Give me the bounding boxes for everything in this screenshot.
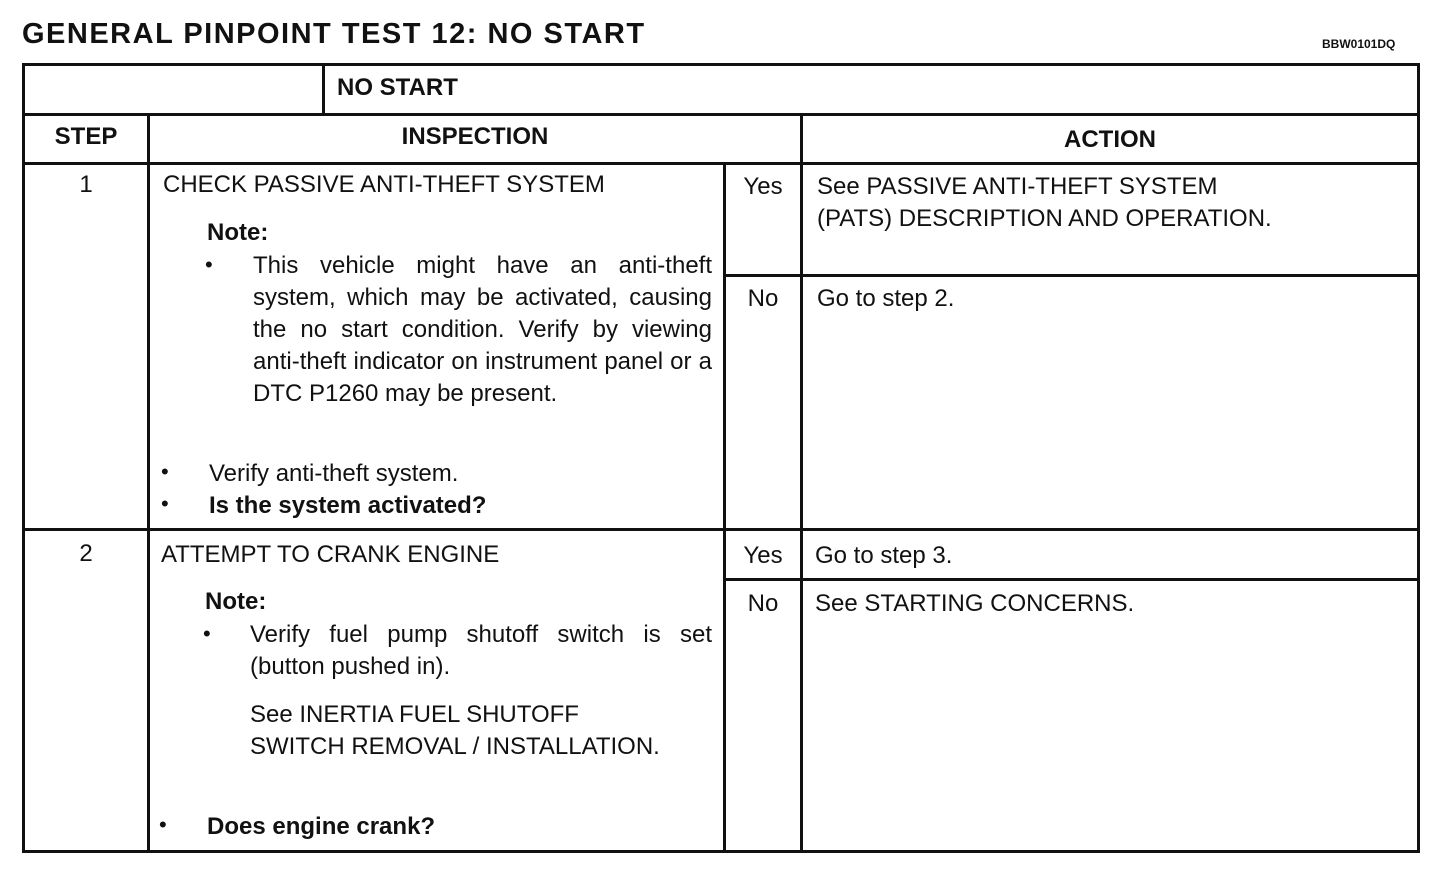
- row-divider: [25, 528, 1417, 531]
- no-action: See STARTING CONCERNS.: [815, 590, 1135, 617]
- step-column-divider: [147, 113, 150, 850]
- header-divider: [25, 162, 1417, 165]
- bullet-icon: •: [161, 491, 169, 516]
- inspection-question: Is the system activated?: [209, 492, 487, 519]
- see-reference-line1: See INERTIA FUEL SHUTOFF: [250, 701, 579, 728]
- yes-label: Yes: [743, 173, 783, 200]
- note-text: This vehicle might have an anti-theft system, which may be activated, causing the no start condition. Verify by viewing anti-theft indicator on instrument panel or a DTC P1260 may be present.: [253, 252, 712, 407]
- yes-label: Yes: [743, 542, 783, 569]
- note-label: Note:: [207, 219, 269, 246]
- row2-yes-no-divider: [723, 578, 1417, 581]
- action-column-divider: [800, 113, 803, 850]
- yes-action-line2: (PATS) DESCRIPTION AND OPERATION.: [817, 205, 1272, 232]
- no-label: No: [747, 285, 779, 312]
- note-text: Verify fuel pump shutoff switch is set (button pushed in).: [250, 621, 712, 680]
- bullet-icon: •: [159, 812, 167, 837]
- yes-action: Go to step 3.: [815, 542, 953, 569]
- row1-yes-no-divider: [723, 274, 1417, 277]
- banner-title: NO START: [337, 74, 458, 101]
- banner-divider: [25, 113, 1417, 116]
- inspection-heading: CHECK PASSIVE ANTI-THEFT SYSTEM: [163, 171, 605, 198]
- header-action: ACTION: [1064, 126, 1156, 153]
- header-step: STEP: [54, 123, 118, 150]
- document-id: BBW0101DQ: [1322, 37, 1396, 51]
- pinpoint-test-table: [22, 63, 1420, 853]
- bullet-icon: •: [205, 252, 213, 277]
- inspection-heading: ATTEMPT TO CRANK ENGINE: [161, 541, 500, 568]
- step-number: 2: [79, 540, 93, 567]
- see-reference-line2: SWITCH REMOVAL / INSTALLATION.: [250, 733, 660, 760]
- note-label: Note:: [205, 588, 267, 615]
- yes-action-line1: See PASSIVE ANTI-THEFT SYSTEM: [817, 173, 1218, 200]
- bullet-icon: •: [161, 459, 169, 484]
- yes-no-column-divider: [723, 162, 726, 850]
- no-action: Go to step 2.: [817, 285, 955, 312]
- header-inspection: INSPECTION: [401, 123, 549, 150]
- bullet-icon: •: [203, 621, 211, 646]
- page-title: GENERAL PINPOINT TEST 12: NO START: [22, 18, 646, 50]
- inspection-bullet: Verify anti-theft system.: [209, 460, 459, 487]
- inspection-question: Does engine crank?: [207, 813, 436, 840]
- banner-left-divider: [322, 66, 325, 114]
- no-label: No: [747, 590, 779, 617]
- step-number: 1: [79, 171, 93, 198]
